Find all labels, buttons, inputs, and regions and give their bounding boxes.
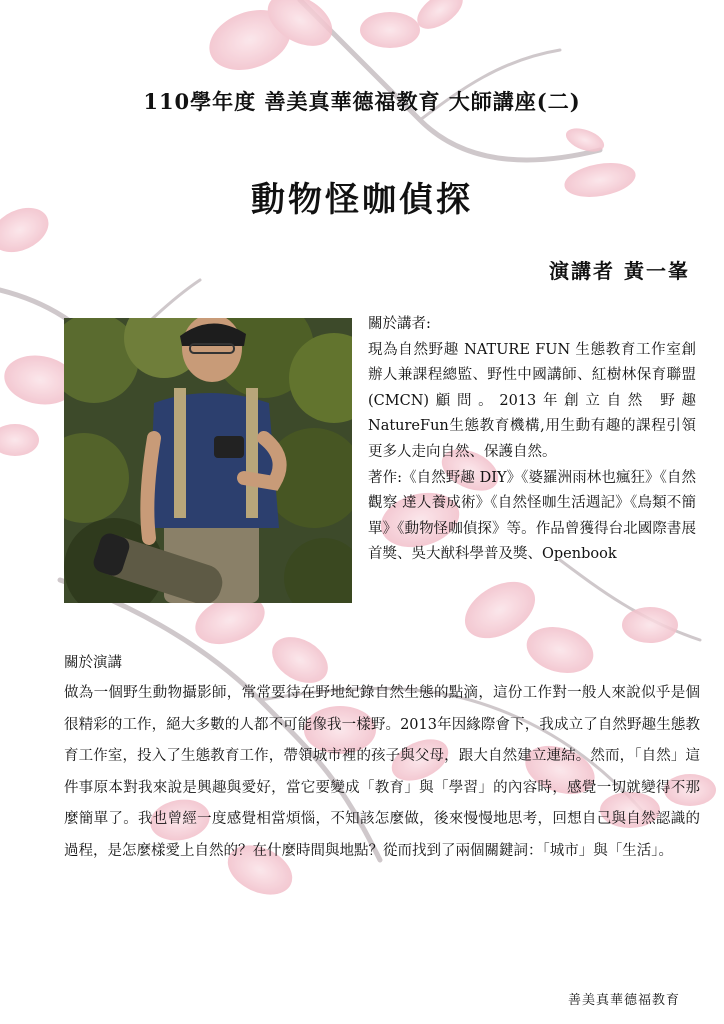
speaker-intro: 現為自然野趣 NATURE FUN 生態教育工作室創辦人兼課程總監、野性中國講師、紅樹林保育聯盟(CMCN)顧問。2013年創立自然 野趣NatureFun生態教育機構,用生動有趣的課程引領更多人走向自然、保護自然。	[368, 341, 696, 460]
speaker-name: 演講者 黃一峯	[549, 259, 690, 283]
speaker-works: 著作:《自然野趣 DIY》《婆羅洲雨林也瘋狂》《自然觀察 達人養成術》《自然怪咖生活週記》《鳥類不簡單》《動物怪咖偵探》等。作品曾獲得台北國際書展首獎、吳大猷科學普及獎、Openbook	[368, 469, 696, 563]
photo-illustration	[64, 318, 352, 603]
about-talk-heading: 關於演講	[64, 655, 122, 671]
event-title: 110學年度 善美真華德福教育 大師講座(二)	[143, 89, 581, 114]
talk-title: 動物怪咖偵探	[251, 180, 473, 220]
about-talk	[64, 652, 700, 867]
footer-org: 善美真華德福教育	[567, 993, 680, 1008]
about-speaker-heading: 關於講者:	[368, 316, 431, 332]
about-speaker	[368, 312, 696, 568]
speaker-photo	[64, 318, 352, 603]
about-talk-body: 做為一個野生動物攝影師，常常要待在野地紀錄自然生態的點滴，這份工作對一般人來說似乎是個很精彩的工作，絕大多數的人都不可能像我一樣野。2013年因緣際會下，我成立了自然野趣生態教育工作室，投入了生態教育工作，帶領城市裡的孩子與父母，跟大自然建立連結。然而，「自然」這件事原本對我來說是興趣與愛好，當它要變成「教育」與「學習」的內容時，感覺一切就變得不那麼簡單了。我也曾經一度感覺相當煩惱，不知該怎麼做，後來慢慢地思考，回想自己與自然認識的過程，是怎麼樣愛上自然的？在什麼時間與地點？從而找到了兩個關鍵詞：「城市」與「生活」。	[64, 685, 700, 859]
